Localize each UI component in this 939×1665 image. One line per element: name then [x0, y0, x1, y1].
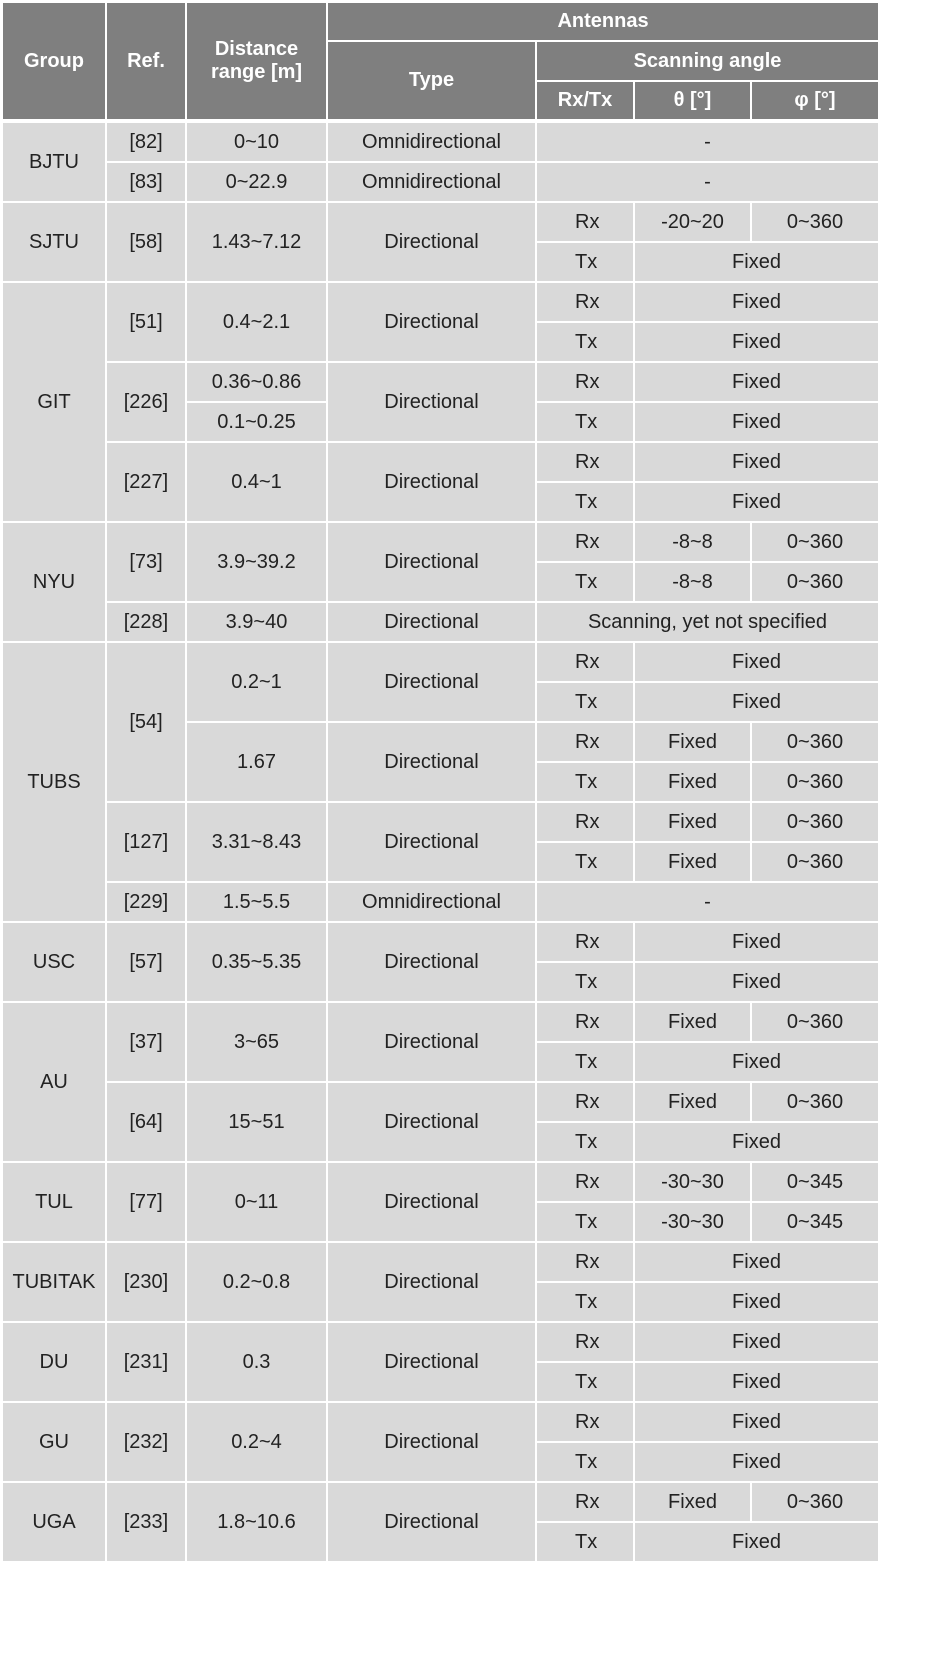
type-cell: Directional [327, 602, 536, 642]
ref-cell: [233] [106, 1482, 186, 1562]
tx-scan: Fixed [634, 1362, 879, 1402]
distance-cell: 0.35~5.35 [186, 922, 327, 1002]
distance-cell: 3.9~39.2 [186, 522, 327, 602]
distance-cell: 1.8~10.6 [186, 1482, 327, 1562]
rx-label: Rx [536, 802, 634, 842]
rx-scan: Fixed [634, 1402, 879, 1442]
rx-label: Rx [536, 362, 634, 402]
tx-scan: Fixed [634, 402, 879, 442]
distance-cell: 3.31~8.43 [186, 802, 327, 882]
tx-label: Tx [536, 1522, 634, 1562]
rx-scan: Fixed [634, 922, 879, 962]
tx-scan: Fixed [634, 682, 879, 722]
group-cell: TUBS [2, 642, 106, 922]
ref-cell: [228] [106, 602, 186, 642]
tx-scan: Fixed [634, 482, 879, 522]
tx-theta: -8~8 [634, 562, 751, 602]
tx-label: Tx [536, 242, 634, 282]
tx-label: Tx [536, 1442, 634, 1482]
rx-scan: Fixed [634, 442, 879, 482]
distance-cell: 0.2~0.8 [186, 1242, 327, 1322]
distance-cell: 1.5~5.5 [186, 882, 327, 922]
ref-cell: [54] [106, 642, 186, 802]
header-group: Group [2, 2, 106, 120]
tx-scan: Fixed [634, 1282, 879, 1322]
tx-label: Tx [536, 562, 634, 602]
type-cell: Directional [327, 1322, 536, 1402]
group-cell: SJTU [2, 202, 106, 282]
rx-phi: 0~345 [751, 1162, 879, 1202]
group-cell: GIT [2, 282, 106, 522]
distance-cell: 1.43~7.12 [186, 202, 327, 282]
ref-cell: [77] [106, 1162, 186, 1242]
distance-cell: 1.67 [186, 722, 327, 802]
distance-cell: 0.3 [186, 1322, 327, 1402]
ref-cell: [231] [106, 1322, 186, 1402]
type-cell: Directional [327, 522, 536, 602]
header-distance-line: Distance [214, 38, 299, 60]
type-cell: Directional [327, 802, 536, 882]
rx-theta: Fixed [634, 722, 751, 762]
distance-cell: 0~11 [186, 1162, 327, 1242]
tx-label: Tx [536, 682, 634, 722]
rx-label: Rx [536, 642, 634, 682]
tx-scan: Fixed [634, 1442, 879, 1482]
rx-label: Rx [536, 442, 634, 482]
rx-scan: Fixed [634, 1242, 879, 1282]
tx-theta: -30~30 [634, 1202, 751, 1242]
rx-label: Rx [536, 1242, 634, 1282]
scan-cell: Scanning, yet not specified [536, 602, 879, 642]
type-cell: Directional [327, 282, 536, 362]
rx-phi: 0~360 [751, 802, 879, 842]
type-cell: Directional [327, 1402, 536, 1482]
header-type: Type [327, 41, 536, 120]
tx-label: Tx [536, 1282, 634, 1322]
distance-cell: 0~10 [186, 122, 327, 162]
tx-label: Tx [536, 962, 634, 1002]
group-cell: AU [2, 1002, 106, 1162]
group-cell: TUBITAK [2, 1242, 106, 1322]
tx-scan: Fixed [634, 1522, 879, 1562]
tx-label: Tx [536, 1362, 634, 1402]
rx-phi: 0~360 [751, 522, 879, 562]
header-phi: φ [°] [751, 81, 879, 120]
rx-phi: 0~360 [751, 1002, 879, 1042]
rx-theta: Fixed [634, 1002, 751, 1042]
distance-cell: 0.2~4 [186, 1402, 327, 1482]
rx-label: Rx [536, 1162, 634, 1202]
rx-theta: Fixed [634, 802, 751, 842]
distance-cell: 0.4~1 [186, 442, 327, 522]
distance-cell: 0.1~0.25 [186, 402, 327, 442]
header-rxtx: Rx/Tx [536, 81, 634, 120]
ref-cell: [82] [106, 122, 186, 162]
header-antennas: Antennas [327, 2, 879, 41]
tx-label: Tx [536, 1042, 634, 1082]
rx-theta: -20~20 [634, 202, 751, 242]
type-cell: Directional [327, 1082, 536, 1162]
rx-label: Rx [536, 522, 634, 562]
rx-label: Rx [536, 722, 634, 762]
ref-cell: [230] [106, 1242, 186, 1322]
tx-label: Tx [536, 1122, 634, 1162]
distance-cell: 0~22.9 [186, 162, 327, 202]
tx-theta: Fixed [634, 842, 751, 882]
type-cell: Directional [327, 1162, 536, 1242]
scan-cell: - [536, 882, 879, 922]
type-cell: Directional [327, 362, 536, 442]
type-cell: Directional [327, 1002, 536, 1082]
ref-cell: [232] [106, 1402, 186, 1482]
tx-label: Tx [536, 842, 634, 882]
ref-cell: [83] [106, 162, 186, 202]
rx-scan: Fixed [634, 1322, 879, 1362]
header-scanning-angle: Scanning angle [536, 41, 879, 81]
rx-scan: Fixed [634, 362, 879, 402]
tx-scan: Fixed [634, 1042, 879, 1082]
header-distance [186, 2, 327, 120]
tx-phi: 0~360 [751, 562, 879, 602]
header-distance-line: range [m] [210, 61, 303, 83]
tx-label: Tx [536, 1202, 634, 1242]
rx-phi: 0~360 [751, 202, 879, 242]
distance-cell: 3~65 [186, 1002, 327, 1082]
distance-cell: 15~51 [186, 1082, 327, 1162]
type-cell: Directional [327, 1242, 536, 1322]
tx-label: Tx [536, 322, 634, 362]
rx-label: Rx [536, 1482, 634, 1522]
type-cell: Directional [327, 642, 536, 722]
distance-cell: 3.9~40 [186, 602, 327, 642]
tx-label: Tx [536, 402, 634, 442]
tx-scan: Fixed [634, 962, 879, 1002]
rx-theta: Fixed [634, 1082, 751, 1122]
ref-cell: [227] [106, 442, 186, 522]
tx-scan: Fixed [634, 242, 879, 282]
rx-label: Rx [536, 282, 634, 322]
tx-label: Tx [536, 762, 634, 802]
group-cell: GU [2, 1402, 106, 1482]
rx-label: Rx [536, 202, 634, 242]
type-cell: Directional [327, 922, 536, 1002]
type-cell: Omnidirectional [327, 882, 536, 922]
rx-theta: Fixed [634, 1482, 751, 1522]
rx-scan: Fixed [634, 642, 879, 682]
group-cell: BJTU [2, 122, 106, 202]
rx-phi: 0~360 [751, 722, 879, 762]
ref-cell: [51] [106, 282, 186, 362]
rx-phi: 0~360 [751, 1482, 879, 1522]
rx-scan: Fixed [634, 282, 879, 322]
scan-cell: - [536, 122, 879, 162]
ref-cell: [57] [106, 922, 186, 1002]
header-ref: Ref. [106, 2, 186, 120]
tx-phi: 0~360 [751, 762, 879, 802]
ref-cell: [37] [106, 1002, 186, 1082]
rx-label: Rx [536, 1322, 634, 1362]
distance-cell: 0.2~1 [186, 642, 327, 722]
tx-scan: Fixed [634, 1122, 879, 1162]
tx-phi: 0~345 [751, 1202, 879, 1242]
tx-scan: Fixed [634, 322, 879, 362]
group-cell: TUL [2, 1162, 106, 1242]
rx-phi: 0~360 [751, 1082, 879, 1122]
type-cell: Directional [327, 202, 536, 282]
rx-label: Rx [536, 1082, 634, 1122]
group-cell: UGA [2, 1482, 106, 1562]
rx-label: Rx [536, 1402, 634, 1442]
tx-phi: 0~360 [751, 842, 879, 882]
group-cell: USC [2, 922, 106, 1002]
group-cell: DU [2, 1322, 106, 1402]
type-cell: Directional [327, 442, 536, 522]
ref-cell: [73] [106, 522, 186, 602]
scan-cell: - [536, 162, 879, 202]
header-theta: θ [°] [634, 81, 751, 120]
type-cell: Omnidirectional [327, 162, 536, 202]
type-cell: Omnidirectional [327, 122, 536, 162]
distance-cell: 0.36~0.86 [186, 362, 327, 402]
ref-cell: [58] [106, 202, 186, 282]
distance-cell: 0.4~2.1 [186, 282, 327, 362]
rx-theta: -30~30 [634, 1162, 751, 1202]
tx-label: Tx [536, 482, 634, 522]
type-cell: Directional [327, 1482, 536, 1562]
group-cell: NYU [2, 522, 106, 642]
ref-cell: [226] [106, 362, 186, 442]
ref-cell: [229] [106, 882, 186, 922]
type-cell: Directional [327, 722, 536, 802]
rx-label: Rx [536, 1002, 634, 1042]
rx-label: Rx [536, 922, 634, 962]
ref-cell: [64] [106, 1082, 186, 1162]
ref-cell: [127] [106, 802, 186, 882]
tx-theta: Fixed [634, 762, 751, 802]
rx-theta: -8~8 [634, 522, 751, 562]
